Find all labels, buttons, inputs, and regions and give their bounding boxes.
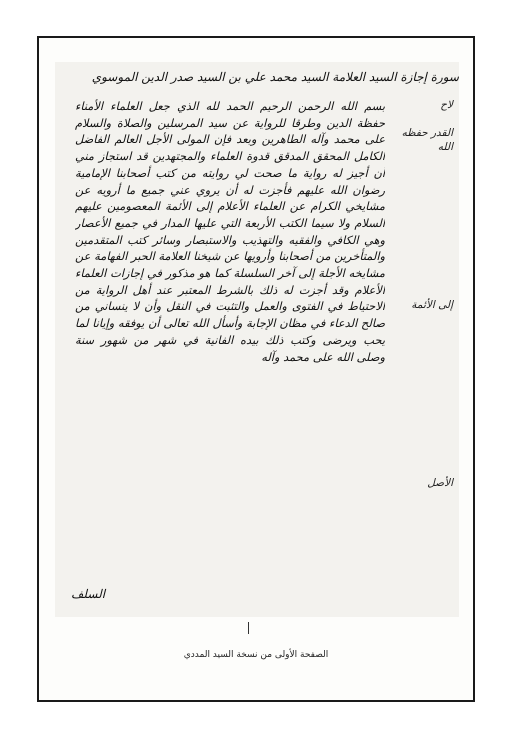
margin-note: إلى الأئمة [411,299,453,311]
manuscript-body-text: بسم الله الرحمن الرحيم الحمد لله الذي جعل العلماء الأمناء حفظة الدين وطرقا للرواية عن سيد المرسلين والصلاة والسلام على محمد وآله الطاهرين وبعد فإن المولى الأجل العالم الفاضل الكامل المحقق المدقق قدوة العلماء والمجتهدين قد استجاز مني أن أجيز له رواية ما صحت لي روايته من كتب أصحابنا الإمامية رضوان الله عليهم فأجزت له أن يروي عني جميع ما أرويه عن مشايخي الكرام عن العلماء الأعلام إلى الأئمة المعصومين عليهم السلام ولا سيما الكتب الأربعة التي عليها المدار في جميع الأعصار وهي الكافي والفقيه والتهذيب والاستبصار وسائر كتب المتقدمين والمتأخرين من أصحابنا وأرويها عن شيخنا العلامة الحبر الفهامة عن مشايخه الأجلة إلى آخر السلسلة كما هو مذكور في إجازات العلماء الأعلام وقد أجزت له ذلك بالشرط المعتبر عند أهل الرواية من الاحتياط في الفتوى والعمل والتثبت في النقل وأن لا ينساني من صالح الدعاء في مظان الإجابة وأسأل الله تعالى أن يوفقه وإيانا لما يحب ويرضى وكتب ذلك بيده الفانية في شهر من شهور سنة وصلى الله على محمد وآله [75,99,385,364]
manuscript-image [55,62,459,617]
margin-note: الأصل [427,477,453,489]
page-mark [248,622,249,634]
figure-caption: الصفحة الأولى من نسخة السيد المددي [183,650,329,660]
manuscript-heading: سورة إجازة السيد العلامة السيد محمد علي بن السيد صدر الدين الموسوي [91,70,459,84]
margin-note: القدر حفظه الله [401,127,453,153]
margin-note: لاح [440,99,453,111]
manuscript-signature: السلف [71,587,106,601]
manuscript-margin [385,98,457,578]
